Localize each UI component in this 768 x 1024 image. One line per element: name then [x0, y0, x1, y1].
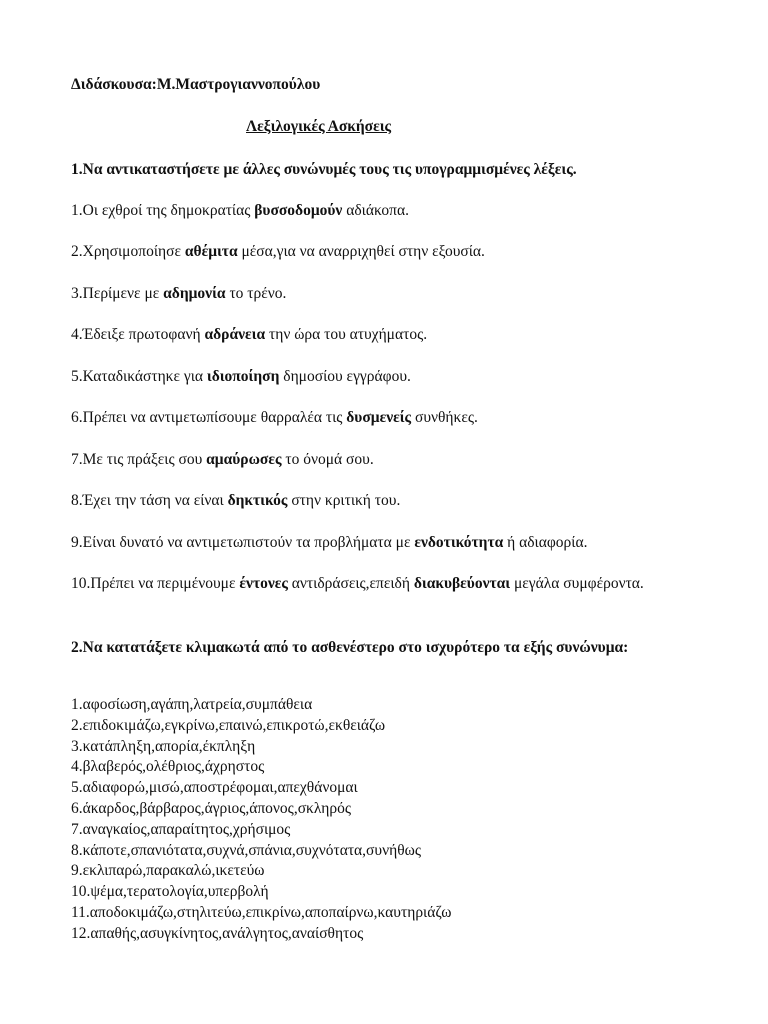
- synonym-list: [71, 695, 451, 945]
- sentence-2: 2.Χρησιμοποίησε αθέμιτα μέσα,για να αναρριχηθεί στην εξουσία.: [71, 243, 485, 260]
- sentence-9: 9.Είναι δυνατό να αντιμετωπιστούν τα προβλήματα με ενδοτικότητα ή αδιαφορία.: [71, 534, 588, 551]
- list-item: 3.κατάπληξη,απορία,έκπληξη: [71, 737, 256, 755]
- list-item: 8.κάποτε,σπανιότατα,συχνά,σπάνια,συχνότατα,συνήθως: [71, 841, 421, 859]
- list-item: 12.απαθής,ασυγκίνητος,ανάλγητος,αναίσθητος: [71, 924, 364, 942]
- sentence-3: 3.Περίμενε με αδημονία το τρένο.: [71, 285, 287, 302]
- sentence-5: 5.Καταδικάστηκε για ιδιοποίηση δημοσίου εγγράφου.: [71, 368, 411, 385]
- list-item: 5.αδιαφορώ,μισώ,αποστρέφομαι,απεχθάνομαι: [71, 779, 358, 797]
- sentence-1: 1.Οι εχθροί της δημοκρατίας βυσσοδομούν αδιάκοπα.: [71, 202, 410, 219]
- target-word: διακυβεύονται: [413, 575, 511, 592]
- author-line: Διδάσκουσα:Μ.Μαστρογιαννοπούλου: [71, 76, 321, 93]
- list-item: 9.εκλιπαρώ,παρακαλώ,ικετεύω: [71, 862, 265, 880]
- exercise-2-heading: 2.Να κατατάξετε κλιμακωτά από το ασθενέστερο στο ισχυρότερο τα εξής συνώνυμα:: [71, 639, 629, 656]
- target-word: έντονες: [239, 575, 288, 592]
- sentence-7: 7.Με τις πράξεις σου αμαύρωσες το όνομά σου.: [71, 451, 374, 468]
- list-item: 10.ψέμα,τερατολογία,υπερβολή: [71, 883, 269, 901]
- target-word: βυσσοδομούν: [254, 202, 343, 219]
- target-word: ιδιοποίηση: [206, 368, 280, 385]
- list-item: 6.άκαρδος,βάρβαρος,άγριος,άπονος,σκληρός: [71, 799, 351, 817]
- target-word: αδράνεια: [204, 326, 266, 343]
- target-word: αμαύρωσες: [206, 451, 282, 468]
- sentence-8: 8.Έχει την τάση να είναι δηκτικός στην κριτική του.: [71, 492, 401, 509]
- exercise-1-heading: 1.Να αντικαταστήσετε με άλλες συνώνυμές τους τις υπογραμμισμένες λέξεις.: [71, 161, 577, 178]
- list-item: 2.επιδοκιμάζω,εγκρίνω,επαινώ,επικροτώ,εκθειάζω: [71, 716, 386, 734]
- list-item: 11.αποδοκιμάζω,στηλιτεύω,επικρίνω,αποπαίρνω,καυτηριάζω: [71, 903, 452, 921]
- target-word: δηκτικός: [227, 492, 288, 509]
- list-item: 7.αναγκαίος,απαραίτητος,χρήσιμος: [71, 820, 291, 838]
- sentence-6: 6.Πρέπει να αντιμετωπίσουμε θαρραλέα τις δυσμενείς συνθήκες.: [71, 409, 478, 426]
- target-word: δυσμενείς: [346, 409, 412, 426]
- target-word: αθέμιτα: [184, 243, 238, 260]
- sentence-10: 10.Πρέπει να περιμένουμε έντονες αντιδράσεις,επειδή διακυβεύονται μεγάλα συμφέροντα.: [71, 575, 644, 592]
- sentence-4: 4.Έδειξε πρωτοφανή αδράνεια την ώρα του ατυχήματος.: [71, 326, 428, 343]
- target-word: ενδοτικότητα: [414, 534, 504, 551]
- list-item: 4.βλαβερός,ολέθριος,άχρηστος: [71, 758, 265, 776]
- target-word: αδημονία: [163, 285, 226, 302]
- list-item: 1.αφοσίωση,αγάπη,λατρεία,συμπάθεια: [71, 696, 313, 713]
- document-title: Λεξιλογικές Ασκήσεις: [246, 118, 392, 135]
